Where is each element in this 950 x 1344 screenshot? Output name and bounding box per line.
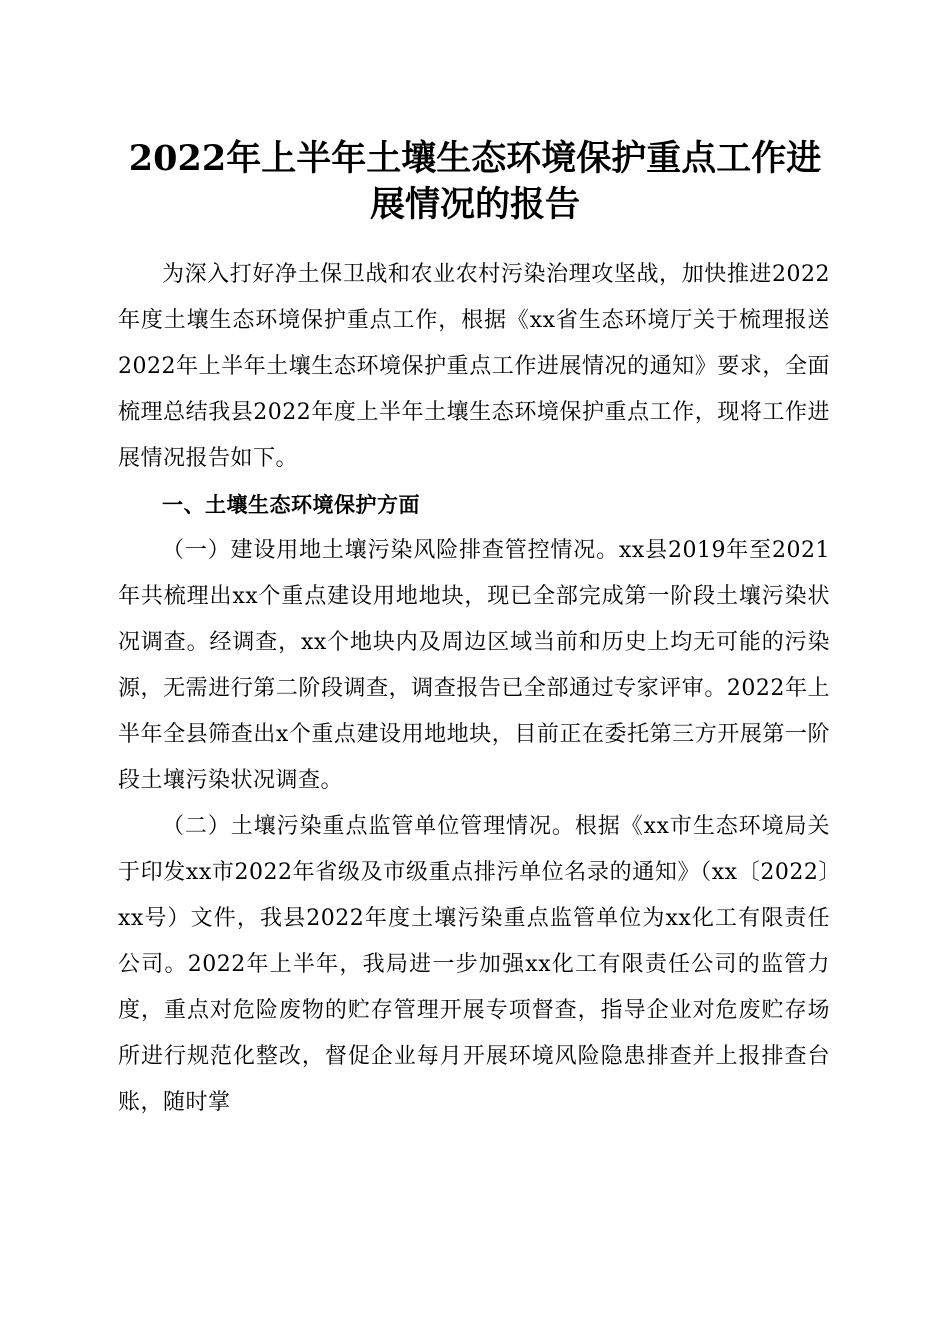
document-title	[100, 136, 850, 228]
intro-paragraph: 为深入打好净土保卫战和农业农村污染治理攻坚战，加快推进2022年度土壤生态环境保护重点工作，根据《xx省生态环境厅关于梳理报送2022年上半年土壤生态环境保护重点工作进展情况的通知》要求，全面梳理总结我县2022年度上半年土壤生态环境保护重点工作，现将工作进展情况报告如下。	[118, 262, 830, 471]
title-line-2: 展情况的报告	[369, 184, 580, 225]
subsection-paragraph-2: （二）土壤污染重点监管单位管理情况。根据《xx市生态环境局关于印发xx市2022年省级及市级重点排污单位名录的通知》（xx〔2022〕xx号）文件，我县2022年度土壤污染重点监管单位为xx化工有限责任公司。2022年上半年，我局进一步加强xx化工有限责任公司的监管力度，重点对危险废物的贮存管理开展专项督查，指导企业对危废贮存场所进行规范化整改，督促企业每月开展环境风险隐患排查并上报排查台账，随时掌	[118, 814, 830, 1115]
subsection-paragraph-1: （一）建设用地土壤污染风险排查管控情况。xx县2019年至2021年共梳理出xx个重点建设用地地块，现已全部完成第一阶段土壤污染状况调查。经调查，xx个地块内及周边区域当前和历史上均无可能的污染源，无需进行第二阶段调查，调查报告已全部通过专家评审。2022年上半年全县筛查出x个重点建设用地地块，目前正在委托第三方开展第一阶段土壤污染状况调查。	[118, 538, 830, 793]
document-body	[118, 252, 830, 1126]
section-heading-1: 一、土壤生态环境保护方面	[162, 493, 420, 517]
title-line-1: 2022年上半年土壤生态环境保护重点工作进	[128, 138, 822, 179]
